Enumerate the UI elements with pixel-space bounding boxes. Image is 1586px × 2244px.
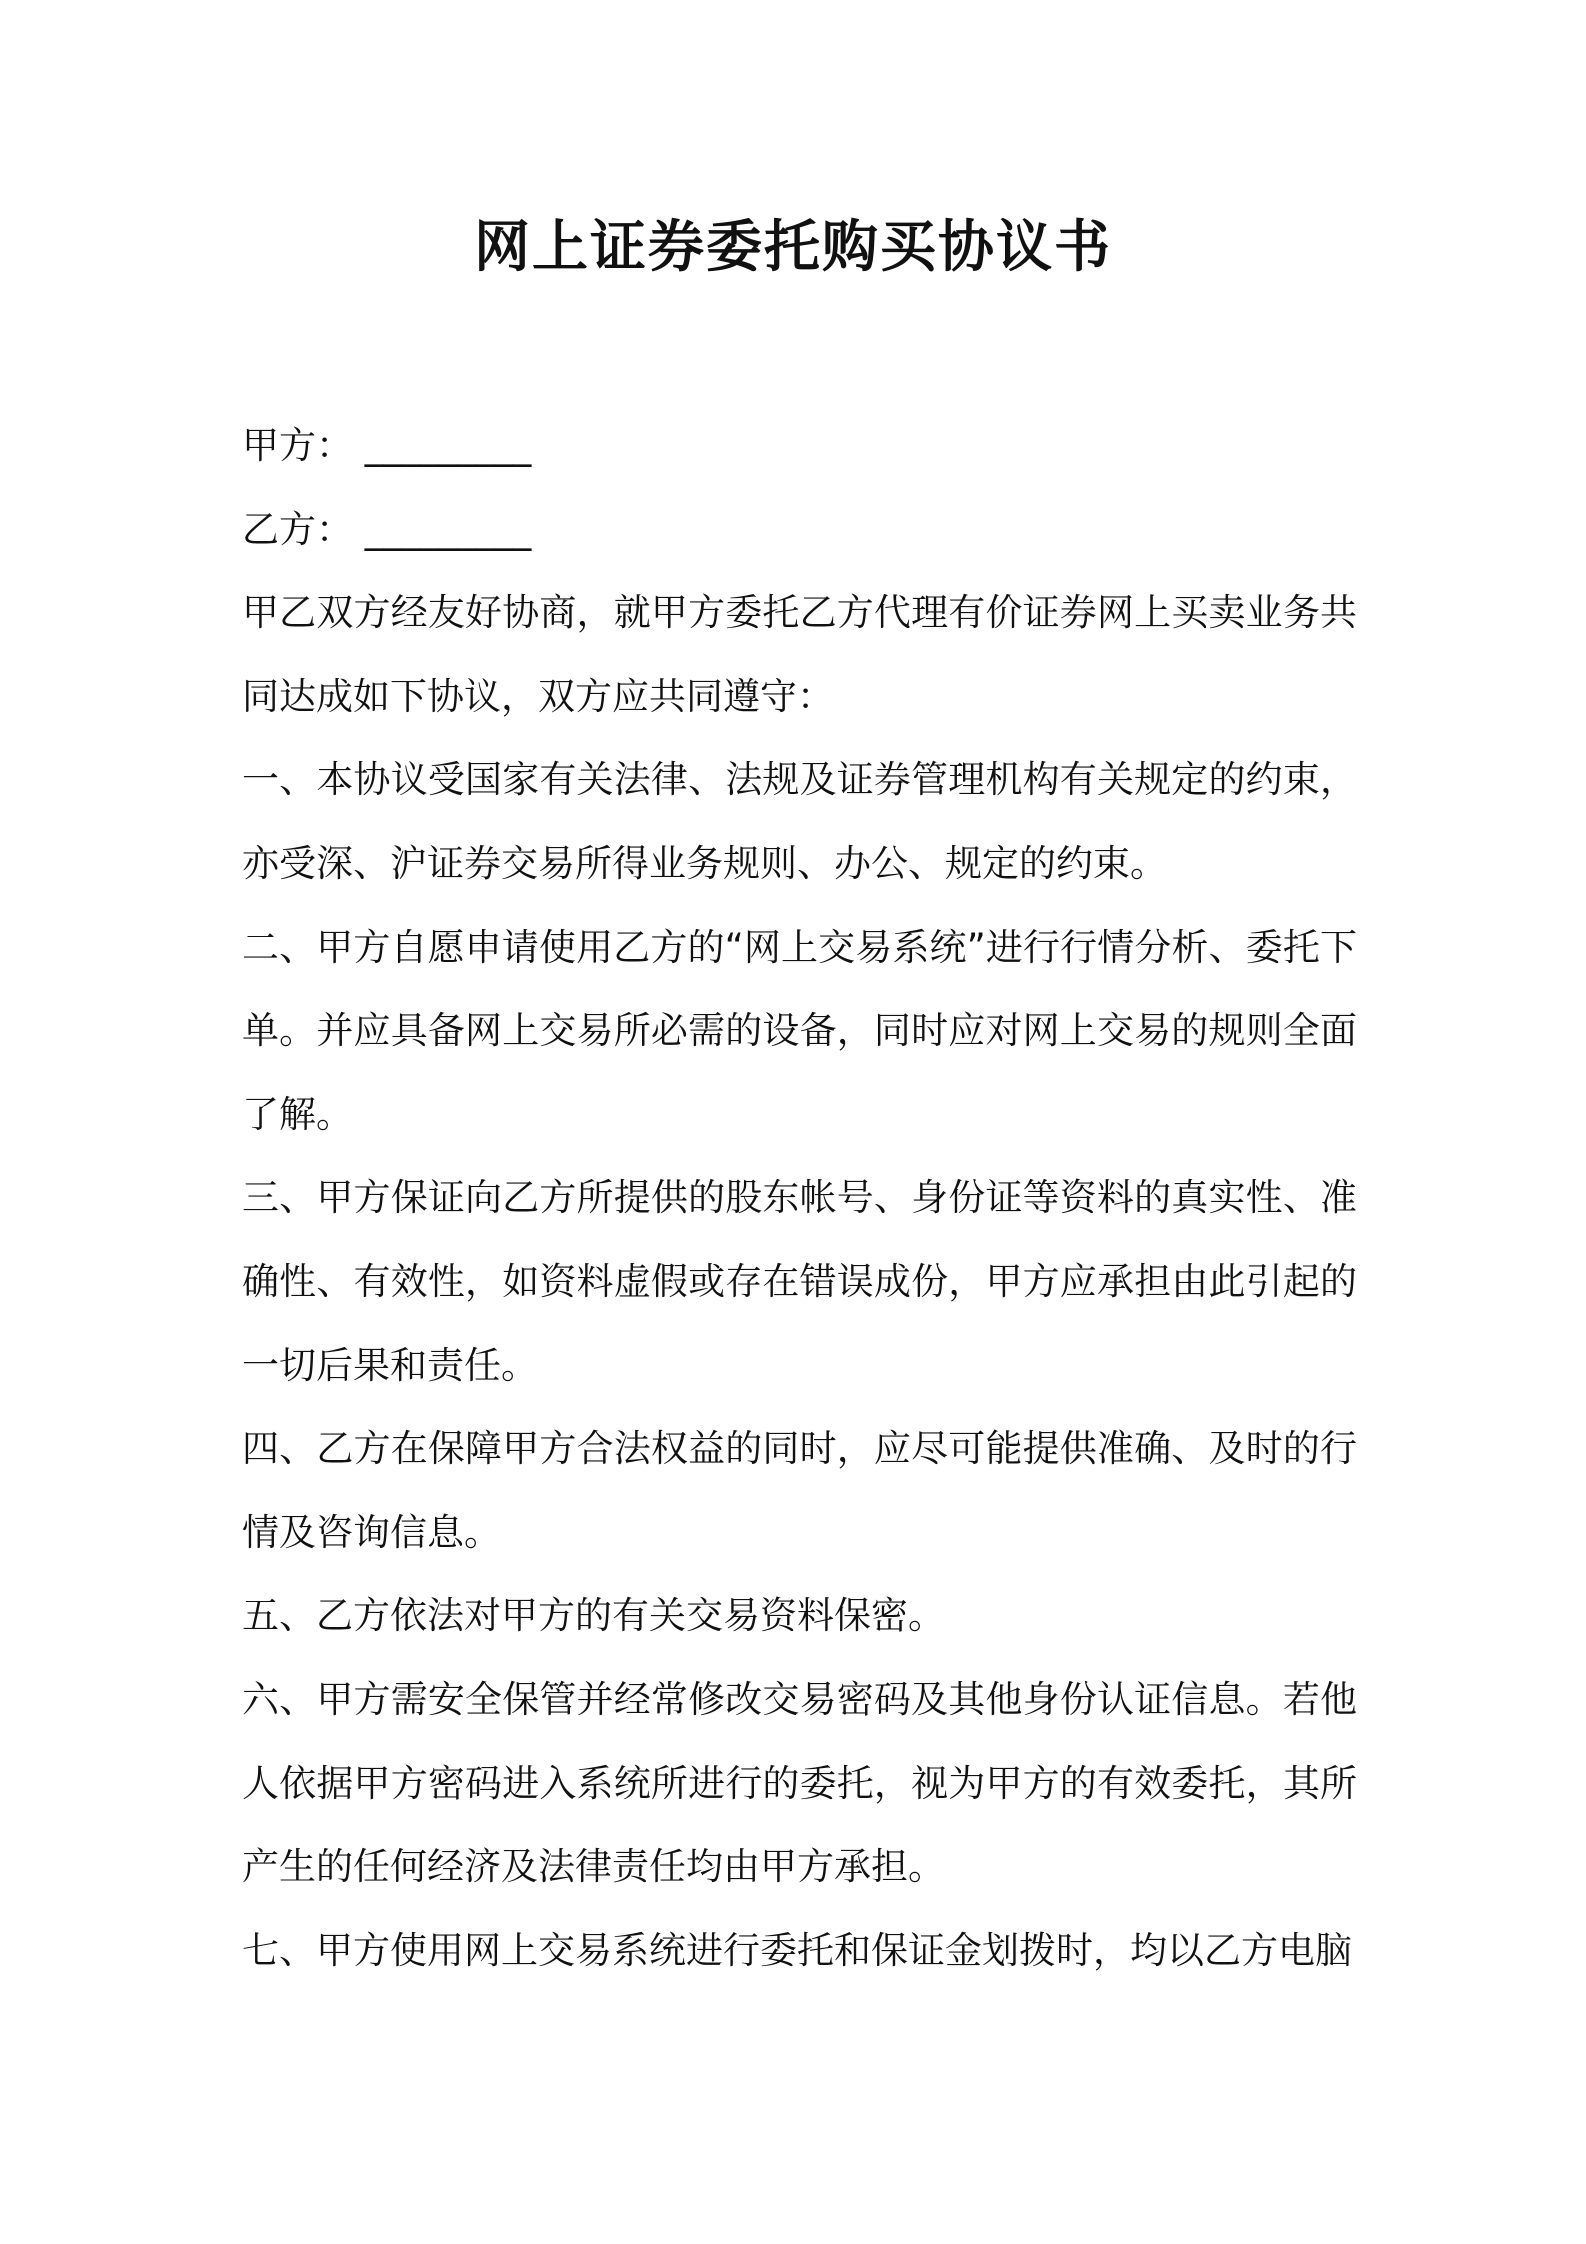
- clause-4: 四、乙方在保障甲方合法权益的同时，应尽可能提供准确、及时的行情及咨询信息。: [242, 1427, 1357, 1554]
- clause-5: 五、乙方依法对甲方的有关交易资料保密。: [242, 1594, 945, 1638]
- clause-2: 二、甲方自愿申请使用乙方的“网上交易系统”进行行情分析、委托下单。并应具备网上交易所必需的设备，同时应对网上交易的规则全面了解。: [242, 925, 1357, 1136]
- party-a-label: 甲方：: [242, 424, 353, 467]
- document-body: [242, 404, 1357, 1992]
- party-b-blank: _________: [364, 507, 532, 551]
- party-a-line: [242, 404, 1357, 488]
- document-title: 网上证券委托购买协议书: [474, 215, 1112, 280]
- clause-6: 六、甲方需安全保管并经常修改交易密码及其他身份认证信息。若他人依据甲方密码进入系统所进行的委托，视为甲方的有效委托，其所产生的任何经济及法律责任均由甲方承担。: [242, 1677, 1357, 1889]
- party-a-blank: _________: [364, 424, 532, 467]
- clause-1: 一、本协议受国家有关法律、法规及证券管理机构有关规定的约束，亦受深、沪证券交易所得业务规则、办公、规定的约束。: [242, 758, 1357, 885]
- party-b-label: 乙方：: [242, 507, 353, 551]
- intro-paragraph: 甲乙双方经友好协商，就甲方委托乙方代理有价证券网上买卖业务共同达成如下协议，双方应共同遵守：: [242, 591, 1357, 718]
- party-b-line: [242, 488, 1357, 572]
- clause-3: 三、甲方保证向乙方所提供的股东帐号、身份证等资料的真实性、准确性、有效性，如资料虚假或存在错误成份，甲方应承担由此引起的一切后果和责任。: [242, 1176, 1357, 1387]
- clause-7-partial: 七、甲方使用网上交易系统进行委托和保证金划拨时，均以乙方电脑: [242, 1928, 1352, 1972]
